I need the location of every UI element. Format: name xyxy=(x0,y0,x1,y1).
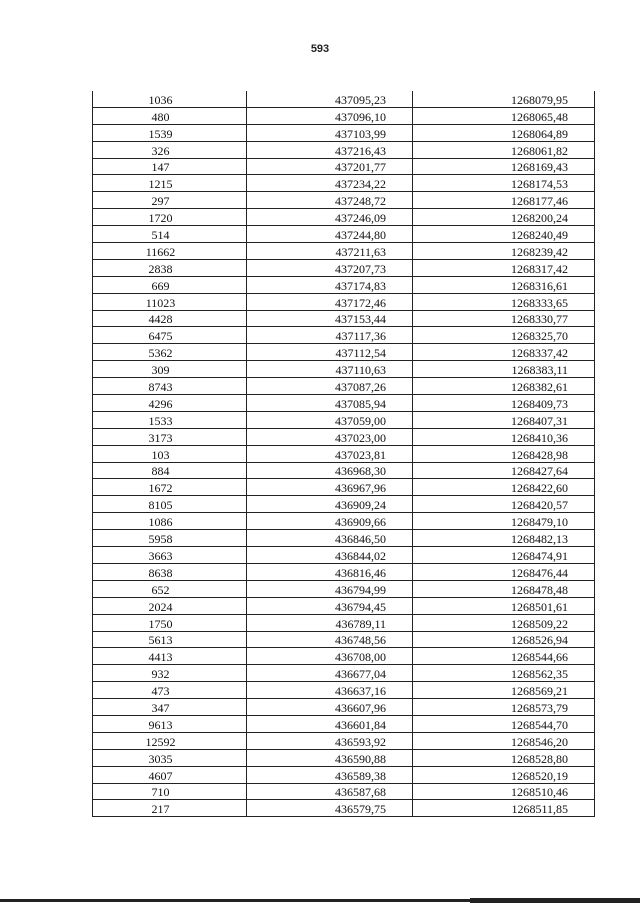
x-coordinate-cell: 436708,00 xyxy=(247,648,413,665)
x-coordinate-cell: 437117,36 xyxy=(247,327,413,344)
point-number-cell: 297 xyxy=(93,192,247,209)
table-row xyxy=(93,293,595,310)
x-coordinate-cell: 437096,10 xyxy=(247,107,413,124)
y-coordinate-cell: 1268316,61 xyxy=(413,276,595,293)
x-coordinate-cell: 436579,75 xyxy=(247,800,413,817)
table-row xyxy=(93,378,595,395)
y-coordinate-cell: 1268479,10 xyxy=(413,513,595,530)
point-number-cell: 932 xyxy=(93,665,247,682)
point-number-cell: 1036 xyxy=(93,91,247,107)
point-number-cell: 309 xyxy=(93,361,247,378)
coordinates-table-body xyxy=(93,91,595,817)
table-row xyxy=(93,563,595,580)
point-number-cell: 884 xyxy=(93,462,247,479)
point-number-cell: 8105 xyxy=(93,496,247,513)
point-number-cell: 9613 xyxy=(93,715,247,732)
table-row xyxy=(93,648,595,665)
y-coordinate-cell: 1268528,80 xyxy=(413,749,595,766)
table-row xyxy=(93,310,595,327)
point-number-cell: 1533 xyxy=(93,411,247,428)
point-number-cell: 3663 xyxy=(93,547,247,564)
point-number-cell: 5613 xyxy=(93,631,247,648)
y-coordinate-cell: 1268337,42 xyxy=(413,344,595,361)
table-row xyxy=(93,614,595,631)
table-row xyxy=(93,513,595,530)
x-coordinate-cell: 436846,50 xyxy=(247,530,413,547)
y-coordinate-cell: 1268569,21 xyxy=(413,682,595,699)
table-row xyxy=(93,783,595,800)
point-number-cell: 11023 xyxy=(93,293,247,310)
x-coordinate-cell: 437207,73 xyxy=(247,259,413,276)
table-row xyxy=(93,766,595,783)
point-number-cell: 1086 xyxy=(93,513,247,530)
point-number-cell: 4607 xyxy=(93,766,247,783)
y-coordinate-cell: 1268573,79 xyxy=(413,699,595,716)
y-coordinate-cell: 1268427,64 xyxy=(413,462,595,479)
point-number-cell: 4428 xyxy=(93,310,247,327)
y-coordinate-cell: 1268177,46 xyxy=(413,192,595,209)
page-number: 593 xyxy=(310,43,330,55)
y-coordinate-cell: 1268239,42 xyxy=(413,243,595,260)
x-coordinate-cell: 436794,99 xyxy=(247,580,413,597)
x-coordinate-cell: 436593,92 xyxy=(247,732,413,749)
y-coordinate-cell: 1268174,53 xyxy=(413,175,595,192)
y-coordinate-cell: 1268061,82 xyxy=(413,141,595,158)
point-number-cell: 5362 xyxy=(93,344,247,361)
x-coordinate-cell: 436607,96 xyxy=(247,699,413,716)
x-coordinate-cell: 437172,46 xyxy=(247,293,413,310)
y-coordinate-cell: 1268474,91 xyxy=(413,547,595,564)
point-number-cell: 2838 xyxy=(93,259,247,276)
x-coordinate-cell: 437087,26 xyxy=(247,378,413,395)
y-coordinate-cell: 1268520,19 xyxy=(413,766,595,783)
y-coordinate-cell: 1268510,46 xyxy=(413,783,595,800)
y-coordinate-cell: 1268476,44 xyxy=(413,563,595,580)
y-coordinate-cell: 1268410,36 xyxy=(413,428,595,445)
y-coordinate-cell: 1268333,65 xyxy=(413,293,595,310)
y-coordinate-cell: 1268511,85 xyxy=(413,800,595,817)
table-row xyxy=(93,344,595,361)
x-coordinate-cell: 437153,44 xyxy=(247,310,413,327)
table-row xyxy=(93,715,595,732)
y-coordinate-cell: 1268240,49 xyxy=(413,226,595,243)
table-row xyxy=(93,479,595,496)
x-coordinate-cell: 437248,72 xyxy=(247,192,413,209)
table-row xyxy=(93,732,595,749)
x-coordinate-cell: 437095,23 xyxy=(247,91,413,107)
coordinates-table xyxy=(92,91,595,817)
y-coordinate-cell: 1268330,77 xyxy=(413,310,595,327)
point-number-cell: 4413 xyxy=(93,648,247,665)
table-row xyxy=(93,445,595,462)
table-row xyxy=(93,699,595,716)
bottom-rule-thick xyxy=(470,898,640,903)
point-number-cell: 2024 xyxy=(93,597,247,614)
x-coordinate-cell: 436844,02 xyxy=(247,547,413,564)
y-coordinate-cell: 1268428,98 xyxy=(413,445,595,462)
point-number-cell: 11662 xyxy=(93,243,247,260)
point-number-cell: 3173 xyxy=(93,428,247,445)
table-row xyxy=(93,547,595,564)
point-number-cell: 3035 xyxy=(93,749,247,766)
table-row xyxy=(93,91,595,107)
point-number-cell: 1539 xyxy=(93,124,247,141)
point-number-cell: 1720 xyxy=(93,209,247,226)
point-number-cell: 669 xyxy=(93,276,247,293)
y-coordinate-cell: 1268169,43 xyxy=(413,158,595,175)
x-coordinate-cell: 437234,22 xyxy=(247,175,413,192)
point-number-cell: 1672 xyxy=(93,479,247,496)
x-coordinate-cell: 437174,83 xyxy=(247,276,413,293)
x-coordinate-cell: 436748,56 xyxy=(247,631,413,648)
x-coordinate-cell: 436968,30 xyxy=(247,462,413,479)
point-number-cell: 480 xyxy=(93,107,247,124)
table-row xyxy=(93,800,595,817)
point-number-cell: 710 xyxy=(93,783,247,800)
table-row xyxy=(93,462,595,479)
table-row xyxy=(93,597,595,614)
x-coordinate-cell: 437085,94 xyxy=(247,395,413,412)
y-coordinate-cell: 1268526,94 xyxy=(413,631,595,648)
x-coordinate-cell: 436909,66 xyxy=(247,513,413,530)
y-coordinate-cell: 1268562,35 xyxy=(413,665,595,682)
point-number-cell: 12592 xyxy=(93,732,247,749)
table-row xyxy=(93,124,595,141)
x-coordinate-cell: 436637,16 xyxy=(247,682,413,699)
table-row xyxy=(93,158,595,175)
y-coordinate-cell: 1268079,95 xyxy=(413,91,595,107)
table-row xyxy=(93,496,595,513)
y-coordinate-cell: 1268325,70 xyxy=(413,327,595,344)
point-number-cell: 5958 xyxy=(93,530,247,547)
y-coordinate-cell: 1268544,66 xyxy=(413,648,595,665)
point-number-cell: 8638 xyxy=(93,563,247,580)
table-row xyxy=(93,631,595,648)
x-coordinate-cell: 436909,24 xyxy=(247,496,413,513)
y-coordinate-cell: 1268382,61 xyxy=(413,378,595,395)
point-number-cell: 6475 xyxy=(93,327,247,344)
y-coordinate-cell: 1268317,42 xyxy=(413,259,595,276)
point-number-cell: 4296 xyxy=(93,395,247,412)
x-coordinate-cell: 437244,80 xyxy=(247,226,413,243)
table-row xyxy=(93,226,595,243)
point-number-cell: 103 xyxy=(93,445,247,462)
table-row xyxy=(93,107,595,124)
y-coordinate-cell: 1268065,48 xyxy=(413,107,595,124)
table-row xyxy=(93,749,595,766)
x-coordinate-cell: 437216,43 xyxy=(247,141,413,158)
x-coordinate-cell: 437023,00 xyxy=(247,428,413,445)
point-number-cell: 1750 xyxy=(93,614,247,631)
table-row xyxy=(93,209,595,226)
y-coordinate-cell: 1268501,61 xyxy=(413,597,595,614)
table-row xyxy=(93,327,595,344)
x-coordinate-cell: 437246,09 xyxy=(247,209,413,226)
x-coordinate-cell: 437211,63 xyxy=(247,243,413,260)
point-number-cell: 652 xyxy=(93,580,247,597)
x-coordinate-cell: 436677,04 xyxy=(247,665,413,682)
x-coordinate-cell: 436587,68 xyxy=(247,783,413,800)
y-coordinate-cell: 1268409,73 xyxy=(413,395,595,412)
table-row xyxy=(93,192,595,209)
x-coordinate-cell: 436789,11 xyxy=(247,614,413,631)
x-coordinate-cell: 437103,99 xyxy=(247,124,413,141)
y-coordinate-cell: 1268482,13 xyxy=(413,530,595,547)
y-coordinate-cell: 1268546,20 xyxy=(413,732,595,749)
table-row xyxy=(93,361,595,378)
point-number-cell: 8743 xyxy=(93,378,247,395)
y-coordinate-cell: 1268064,89 xyxy=(413,124,595,141)
point-number-cell: 1215 xyxy=(93,175,247,192)
point-number-cell: 514 xyxy=(93,226,247,243)
point-number-cell: 217 xyxy=(93,800,247,817)
table-row xyxy=(93,428,595,445)
x-coordinate-cell: 437112,54 xyxy=(247,344,413,361)
x-coordinate-cell: 437201,77 xyxy=(247,158,413,175)
table-row xyxy=(93,411,595,428)
point-number-cell: 147 xyxy=(93,158,247,175)
table-row xyxy=(93,175,595,192)
point-number-cell: 326 xyxy=(93,141,247,158)
point-number-cell: 347 xyxy=(93,699,247,716)
x-coordinate-cell: 437023,81 xyxy=(247,445,413,462)
table-row xyxy=(93,243,595,260)
table-row xyxy=(93,259,595,276)
x-coordinate-cell: 436601,84 xyxy=(247,715,413,732)
y-coordinate-cell: 1268478,48 xyxy=(413,580,595,597)
x-coordinate-cell: 436590,88 xyxy=(247,749,413,766)
point-number-cell: 473 xyxy=(93,682,247,699)
y-coordinate-cell: 1268383,11 xyxy=(413,361,595,378)
x-coordinate-cell: 436589,38 xyxy=(247,766,413,783)
table-row xyxy=(93,580,595,597)
table-row xyxy=(93,682,595,699)
y-coordinate-cell: 1268544,70 xyxy=(413,715,595,732)
x-coordinate-cell: 437059,00 xyxy=(247,411,413,428)
x-coordinate-cell: 436816,46 xyxy=(247,563,413,580)
table-row xyxy=(93,276,595,293)
x-coordinate-cell: 436794,45 xyxy=(247,597,413,614)
y-coordinate-cell: 1268200,24 xyxy=(413,209,595,226)
y-coordinate-cell: 1268407,31 xyxy=(413,411,595,428)
x-coordinate-cell: 436967,96 xyxy=(247,479,413,496)
table-row xyxy=(93,665,595,682)
y-coordinate-cell: 1268509,22 xyxy=(413,614,595,631)
y-coordinate-cell: 1268422,60 xyxy=(413,479,595,496)
table-row xyxy=(93,395,595,412)
y-coordinate-cell: 1268420,57 xyxy=(413,496,595,513)
table-row xyxy=(93,530,595,547)
table-row xyxy=(93,141,595,158)
x-coordinate-cell: 437110,63 xyxy=(247,361,413,378)
